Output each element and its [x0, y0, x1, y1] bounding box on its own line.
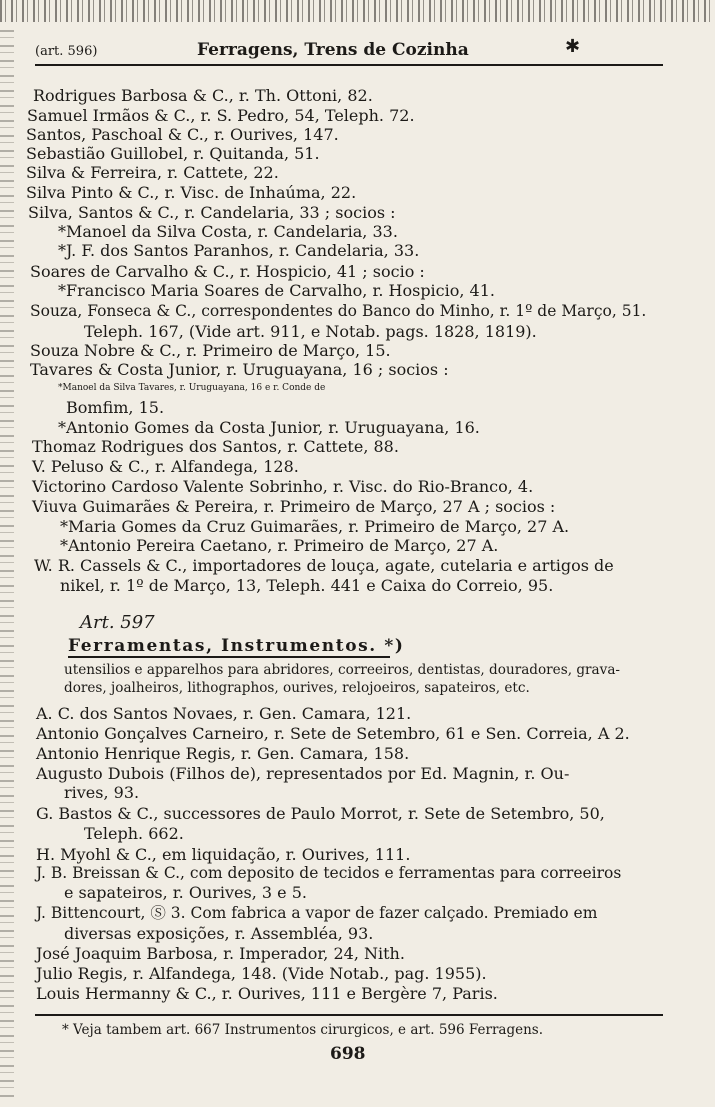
list-item: G. Bastos & C., successores de Paulo Morrot, r. Sete de Setembro, 50, — [36, 804, 605, 823]
section-article-number: Art. 597 — [80, 612, 155, 633]
list-item: rives, 93. — [64, 783, 140, 802]
list-item: Silva Pinto & C., r. Visc. de Inhaúma, 22. — [26, 183, 357, 202]
list-item: *Maria Gomes da Cruz Guimarães, r. Primeiro de Março, 27 A. — [60, 517, 570, 536]
header-title: Ferragens, Trens de Cozinha — [197, 40, 469, 60]
asterisk-mark-icon: ✱ — [565, 36, 581, 57]
section-description: utensilios e apparelhos para abridores, correeiros, dentistas, douradores, grava- — [64, 662, 621, 678]
list-item: J. B. Breissan & C., com deposito de tecidos e ferramentas para correeiros — [36, 864, 622, 882]
list-item: Sebastião Guillobel, r. Quitanda, 51. — [26, 144, 320, 163]
list-item: Souza, Fonseca & C., correspondentes do Banco do Minho, r. 1º de Março, 51. — [30, 302, 647, 320]
list-item: Victorino Cardoso Valente Sobrinho, r. Visc. do Rio-Branco, 4. — [32, 477, 534, 496]
list-item: Silva & Ferreira, r. Cattete, 22. — [26, 163, 279, 182]
page-number: 698 — [330, 1044, 366, 1064]
list-item: *Antonio Pereira Caetano, r. Primeiro de Março, 27 A. — [60, 536, 499, 555]
list-item: V. Peluso & C., r. Alfandega, 128. — [32, 457, 299, 476]
list-item: J. Bittencourt, Ⓢ 3. Com fabrica a vapor de fazer calçado. Premiado em — [36, 904, 598, 922]
list-item: Soares de Carvalho & C., r. Hospicio, 41 ; socio : — [30, 262, 425, 281]
list-item: *Manoel da Silva Costa, r. Candelaria, 33. — [58, 222, 398, 241]
list-item: Souza Nobre & C., r. Primeiro de Março, 15. — [30, 341, 391, 360]
list-item: Bomfim, 15. — [66, 398, 165, 417]
list-item: Louis Hermanny & C., r. Ourives, 111 e Bergère 7, Paris. — [36, 984, 498, 1003]
running-header — [35, 40, 635, 62]
footnote-rule — [35, 1014, 663, 1016]
list-item: diversas exposições, r. Assembléa, 93. — [64, 924, 374, 943]
list-item: *J. F. dos Santos Paranhos, r. Candelaria, 33. — [58, 241, 420, 260]
list-item: Antonio Gonçalves Carneiro, r. Sete de Setembro, 61 e Sen. Correia, A 2. — [36, 724, 630, 743]
list-item: Samuel Irmãos & C., r. S. Pedro, 54, Teleph. 72. — [27, 106, 415, 125]
list-item: W. R. Cassels & C., importadores de louça, agate, cutelaria e artigos de — [34, 556, 614, 575]
list-item: A. C. dos Santos Novaes, r. Gen. Camara, 121. — [36, 704, 412, 723]
scan-edge-top — [0, 0, 715, 22]
list-item: Augusto Dubois (Filhos de), representados por Ed. Magnin, r. Ou- — [36, 764, 570, 783]
list-item: Thomaz Rodrigues dos Santos, r. Cattete, 88. — [32, 437, 399, 456]
section-description: dores, joalheiros, lithographos, ourives, relojoeiros, sapateiros, etc. — [64, 680, 530, 696]
list-item: *Francisco Maria Soares de Carvalho, r. Hospicio, 41. — [58, 281, 495, 300]
list-item: Viuva Guimarães & Pereira, r. Primeiro de Março, 27 A ; socios : — [32, 497, 556, 516]
list-item: Silva, Santos & C., r. Candelaria, 33 ; socios : — [28, 203, 396, 222]
list-item: Santos, Paschoal & C., r. Ourives, 147. — [26, 125, 339, 144]
section-title: Ferramentas, Instrumentos. *) — [68, 636, 405, 656]
footnote: * Veja tambem art. 667 Instrumentos cirurgicos, e art. 596 Ferragens. — [62, 1022, 544, 1038]
list-item: Tavares & Costa Junior, r. Uruguayana, 16 ; socios : — [30, 360, 449, 379]
header-article-ref: (art. 596) — [35, 44, 98, 59]
list-item: Rodrigues Barbosa & C., r. Th. Ottoni, 82. — [33, 86, 373, 105]
list-item: *Antonio Gomes da Costa Junior, r. Uruguayana, 16. — [58, 418, 480, 437]
scan-edge-left — [0, 30, 14, 1100]
list-item: *Manoel da Silva Tavares, r. Uruguayana, 16 e r. Conde de — [58, 383, 326, 393]
list-item: Teleph. 662. — [84, 824, 184, 843]
list-item: Julio Regis, r. Alfandega, 148. (Vide Notab., pag. 1955). — [36, 964, 487, 983]
list-item: Antonio Henrique Regis, r. Gen. Camara, 158. — [36, 744, 410, 763]
list-item: nikel, r. 1º de Março, 13, Teleph. 441 e Caixa do Correio, 95. — [60, 576, 554, 595]
list-item: Teleph. 167, (Vide art. 911, e Notab. pags. 1828, 1819). — [84, 322, 537, 341]
list-item: H. Myohl & C., em liquidação, r. Ourives, 111. — [36, 845, 411, 864]
list-item: e sapateiros, r. Ourives, 3 e 5. — [64, 883, 307, 902]
header-rule — [35, 64, 663, 66]
list-item: José Joaquim Barbosa, r. Imperador, 24, Nith. — [36, 944, 405, 963]
